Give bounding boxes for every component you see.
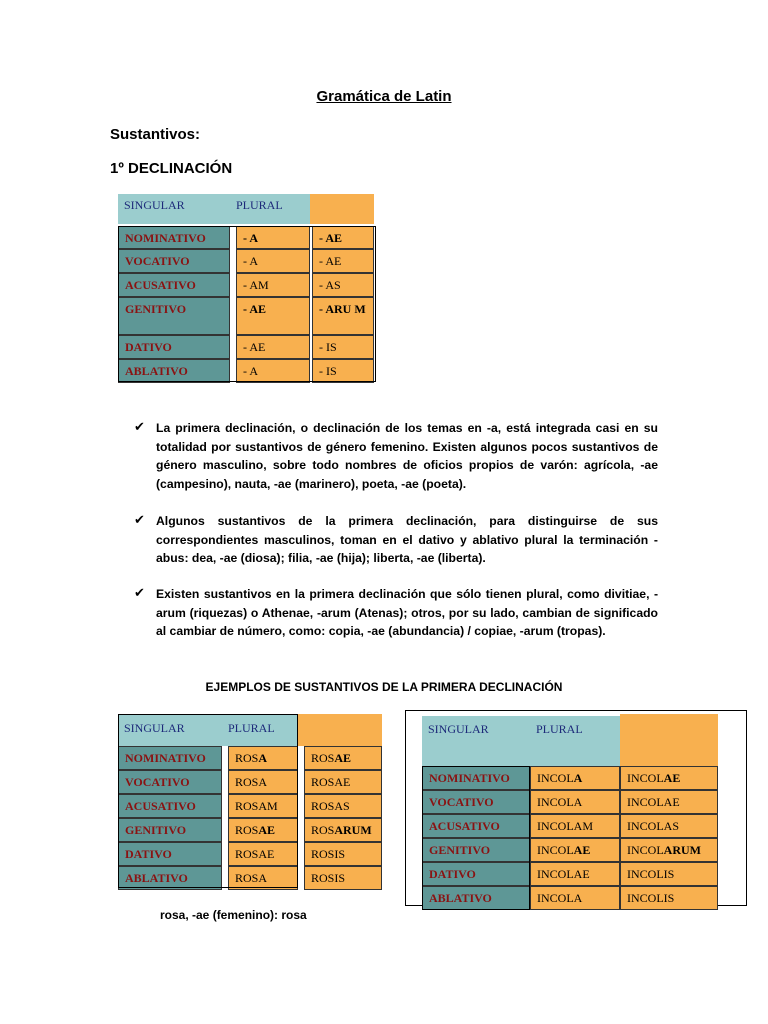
table2-header-empty [298, 714, 382, 746]
form-stem: INCOL [537, 771, 574, 785]
form-stem: INCOLIS [627, 867, 675, 881]
table3-frame [422, 766, 530, 910]
singular-form [530, 838, 620, 862]
case-label: GENITIVO [118, 297, 230, 335]
bullet-paragraph-2: Algunos sustantivos de la primera declinación, para distinguirse de sus correspondientes masculinos, toman en el dativo y ablativo plural la terminación -abus: dea, -ae (diosa); filia, -ae (hija); liberta, -ae (liberta). [156, 514, 658, 565]
case-label: VOCATIVO [118, 249, 230, 273]
case-label: VOCATIVO [118, 770, 222, 794]
form-stem: ROSIS [311, 847, 346, 861]
form-stem: ROSAM [235, 799, 278, 813]
singular-ending: - A [236, 359, 310, 383]
plural-form [620, 862, 718, 886]
form-stem: INCOLAM [537, 819, 593, 833]
singular-ending: - A [236, 249, 310, 273]
plural-form [620, 886, 718, 910]
form-stem: ROS [311, 751, 335, 765]
form-stem: ROSIS [311, 871, 346, 885]
table2-header-singular: SINGULAR [118, 714, 222, 746]
table1-header-empty [310, 194, 374, 224]
plural-ending: - AE [312, 249, 374, 273]
form-stem: INCOL [627, 843, 664, 857]
form-ending: AE [663, 771, 681, 785]
form-stem: ROSA [235, 871, 268, 885]
check-icon: ✔ [134, 419, 145, 434]
singular-ending: - A [236, 226, 310, 249]
table2-frame [118, 714, 298, 888]
section-heading: Sustantivos: [110, 126, 201, 143]
plural-ending: - IS [312, 335, 374, 359]
examples-heading: EJEMPLOS DE SUSTANTIVOS DE LA PRIMERA DECLINACIÓN [205, 680, 563, 694]
table3-header-empty [620, 714, 718, 766]
form-stem: ROSAE [311, 775, 351, 789]
form-stem: INCOLA [537, 891, 583, 905]
bullet-paragraph-1: La primera declinación, o declinación de los temas en -a, está integrada casi en su totalidad por sustantivos de género femenino. Existen algunos pocos sustantivos de género masculino, sobre todo nombres de oficios propios de varón: agrícola, -ae (campesino), nauta, -ae (marinero), poeta, -ae (poeta). [156, 421, 658, 491]
case-label: DATIVO [422, 862, 530, 886]
form-stem: ROSAS [311, 799, 350, 813]
form-stem: INCOLIS [627, 891, 675, 905]
plural-form [304, 818, 382, 842]
form-stem: INCOL [627, 771, 664, 785]
table2-caption: rosa, -ae (femenino): rosa [160, 908, 307, 922]
plural-form [620, 790, 718, 814]
check-icon: ✔ [134, 512, 145, 527]
page-title: Gramática de Latin [316, 88, 452, 105]
plural-form [304, 866, 382, 890]
plural-form [304, 842, 382, 866]
case-label: GENITIVO [422, 838, 530, 862]
form-ending: ARUM [334, 823, 372, 837]
form-stem: INCOLAE [537, 867, 590, 881]
form-stem: INCOLAE [627, 795, 680, 809]
singular-form [530, 766, 620, 790]
form-stem: ROSA [235, 775, 268, 789]
plural-form [304, 770, 382, 794]
case-label: GENITIVO [118, 818, 222, 842]
singular-form [530, 814, 620, 838]
form-stem: ROS [235, 823, 259, 837]
case-label: NOMINATIVO [118, 226, 230, 249]
case-label: ACUSATIVO [118, 794, 222, 818]
singular-ending: - AE [236, 335, 310, 359]
case-label: DATIVO [118, 335, 230, 359]
bullet-paragraph-3: Existen sustantivos en la primera declinación que sólo tienen plural, como divitiae, -arum (riquezas) o Athenae, -arum (Atenas); otros, por su lado, cambian de significado al cambiar de número, como: copia, -ae (abundancia) / copiae, -arum (tropas). [156, 587, 658, 638]
form-stem: ROSAE [235, 847, 275, 861]
case-label: ABLATIVO [118, 359, 230, 383]
form-stem: INCOL [537, 843, 574, 857]
table2-header-plural: PLURAL [222, 714, 298, 746]
case-label: NOMINATIVO [422, 766, 530, 790]
form-ending: A [573, 771, 583, 785]
table3-header-plural: PLURAL [530, 716, 620, 766]
table1-header-plural: PLURAL [230, 194, 310, 224]
plural-ending: - AS [312, 273, 374, 297]
subsection-heading: 1º DECLINACIÓN [110, 160, 233, 177]
form-stem: INCOLA [537, 795, 583, 809]
case-label: ABLATIVO [118, 866, 222, 890]
plural-form [620, 838, 718, 862]
case-label: NOMINATIVO [118, 746, 222, 770]
singular-form [530, 886, 620, 910]
case-label: ACUSATIVO [422, 814, 530, 838]
form-ending: ARUM [663, 843, 701, 857]
table1-frame [118, 226, 376, 382]
plural-form [620, 814, 718, 838]
plural-form [304, 746, 382, 770]
case-label: DATIVO [118, 842, 222, 866]
form-ending: AE [334, 751, 352, 765]
form-stem: ROS [311, 823, 335, 837]
check-icon: ✔ [134, 585, 145, 600]
table1-header-singular: SINGULAR [118, 194, 230, 224]
case-label: ACUSATIVO [118, 273, 230, 297]
singular-form [530, 790, 620, 814]
form-ending: A [258, 751, 268, 765]
plural-ending: - AE [312, 226, 374, 249]
form-stem: ROS [235, 751, 259, 765]
case-label: ABLATIVO [422, 886, 530, 910]
singular-ending: - AM [236, 273, 310, 297]
form-ending: AE [258, 823, 276, 837]
singular-form [530, 862, 620, 886]
plural-form [620, 766, 718, 790]
plural-ending: - ARU M [312, 297, 374, 335]
plural-form [304, 794, 382, 818]
table3-header-singular: SINGULAR [422, 716, 530, 766]
case-label: VOCATIVO [422, 790, 530, 814]
form-stem: INCOLAS [627, 819, 680, 833]
plural-ending: - IS [312, 359, 374, 383]
form-ending: AE [573, 843, 591, 857]
singular-ending: - AE [236, 297, 310, 335]
